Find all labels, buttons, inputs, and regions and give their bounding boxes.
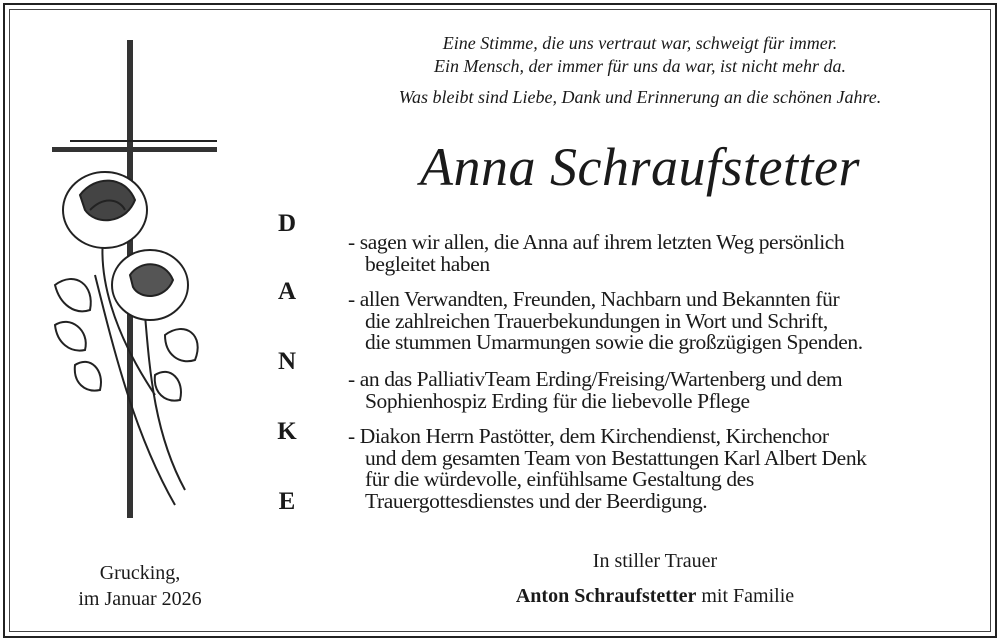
cross-with-roses-illustration [35,35,235,525]
signer-suffix: mit Familie [701,585,795,607]
thanks-line: Sophienhospiz Erding für die liebevolle Pflege [365,388,750,413]
thanks-line: - an das PalliativTeam Erding/Freising/Wartenberg und dem [348,367,843,391]
thanks-line: begleitet haben [365,251,490,276]
thanks-line: - Diakon Herrn Pastötter, dem Kirchendienst, Kirchenchor [348,424,829,448]
thanks-item [348,369,842,412]
place: Grucking, [99,562,181,584]
thanks-line: - sagen wir allen, die Anna auf ihrem letzten Weg persönlich [348,230,845,254]
thanks-line: für die würdevolle, einfühlsame Gestaltung des [365,467,754,491]
thanks-line: und dem gesamten Team von Bestattungen Karl Albert Denk [365,445,867,470]
danke-letter: K [277,418,297,445]
thanks-line: Trauergottesdienstes und der Beerdigung. [365,488,708,513]
mourning-phrase: In stiller Trauer [592,550,718,572]
thanks-item [348,289,863,354]
deceased-name: Anna Schraufstetter [420,137,860,197]
thanks-line: - allen Verwandten, Freunden, Nachbarn und Bekannten für [348,287,840,311]
thanks-line: die stummen Umarmungen sowie die großzügigen Spenden. [365,330,863,354]
signer-name: Anton Schraufstetter [515,585,697,607]
thanks-item [348,232,844,275]
danke-letter: N [277,348,297,375]
verse-line-3: Was bleibt sind Liebe, Dank und Erinnerung an die schönen Jahre. [398,87,882,107]
date: im Januar 2026 [78,588,202,610]
verse-line-1: Eine Stimme, die uns vertraut war, schweigt für immer. [442,33,838,53]
danke-letter: A [277,278,297,305]
verse-line-2: Ein Mensch, der immer für uns da war, ist nicht mehr da. [434,56,846,76]
thanks-item [348,426,867,512]
danke-letter: D [277,210,297,237]
thanks-line: die zahlreichen Trauerbekundungen in Wort und Schrift, [365,308,828,333]
danke-letter: E [278,488,296,515]
signature [455,585,855,608]
